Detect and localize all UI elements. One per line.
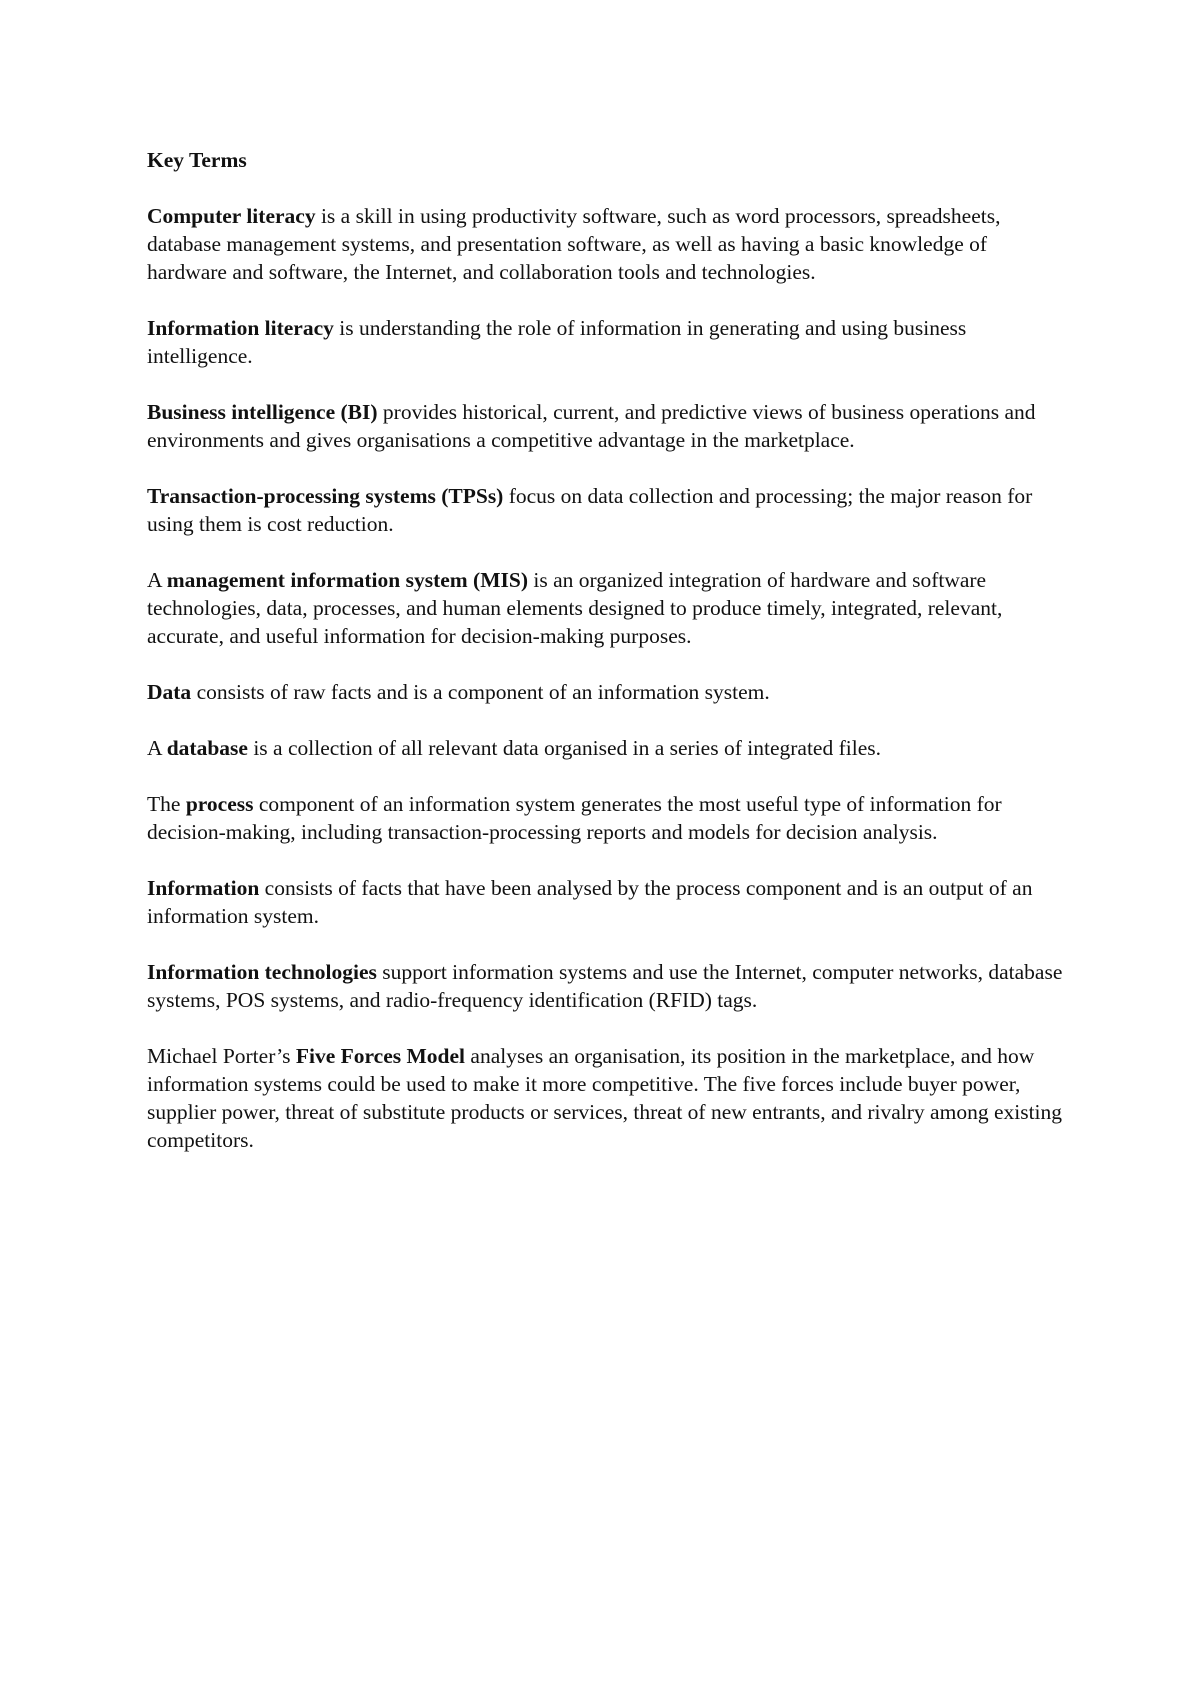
- term-computer-literacy: [147, 202, 1067, 286]
- term-definition: is an organized integration of hardware and software technologies, data, processes, and human elements designed to produce timely, integrated, relevant, accurate, and useful information for decision-making purposes.: [147, 568, 1003, 648]
- term-name: Information technologies: [147, 960, 377, 984]
- term-definition: analyses an organisation, its position in the marketplace, and how information systems could be used to make it more competitive. The five forces include buyer power, supplier power, threat of substitute products or services, threat of new entrants, and rivalry among existing competitors.: [147, 1044, 1063, 1152]
- term-definition: provides historical, current, and predictive views of business operations and environments and gives organisations a competitive advantage in the marketplace.: [147, 400, 1036, 452]
- document-body: [147, 146, 1067, 1182]
- term-definition: is a skill in using productivity software, such as word processors, spreadsheets, database management systems, and presentation software, as well as having a basic knowledge of hardware and software, the Internet, and collaboration tools and technologies.: [147, 204, 1001, 284]
- term-name: management information system (MIS): [166, 568, 528, 592]
- term-name: Five Forces Model: [295, 1044, 466, 1068]
- term-name: database: [166, 736, 248, 760]
- term-database: [147, 734, 1067, 762]
- term-name: Data: [147, 680, 192, 704]
- term-information-technologies: [147, 958, 1067, 1014]
- term-transaction-processing-systems: [147, 482, 1067, 538]
- term-management-information-system: [147, 566, 1067, 650]
- term-prefix: A: [147, 568, 167, 592]
- section-heading: Key Terms: [147, 148, 247, 172]
- term-prefix: The: [147, 792, 186, 816]
- term-prefix: A: [147, 736, 167, 760]
- term-definition: consists of raw facts and is a component of an information system.: [191, 680, 770, 704]
- term-name: Transaction-processing systems (TPSs): [147, 484, 504, 508]
- term-name: Business intelligence (BI): [147, 400, 378, 424]
- term-name: Information literacy: [147, 316, 334, 340]
- term-name: Information: [147, 876, 260, 900]
- term-definition: support information systems and use the Internet, computer networks, database systems, POS systems, and radio-frequency identification (RFID) tags.: [147, 960, 1063, 1012]
- term-prefix: Michael Porter’s: [147, 1044, 296, 1068]
- term-business-intelligence: [147, 398, 1067, 454]
- term-name: Computer literacy: [147, 204, 316, 228]
- term-name: process: [185, 792, 254, 816]
- term-information-literacy: [147, 314, 1067, 370]
- term-data: [147, 678, 1067, 706]
- term-definition: consists of facts that have been analysed by the process component and is an output of an information system.: [147, 876, 1033, 928]
- term-definition: is a collection of all relevant data organised in a series of integrated files.: [247, 736, 881, 760]
- term-definition: focus on data collection and processing; the major reason for using them is cost reduction.: [147, 484, 1033, 536]
- term-definition: component of an information system generates the most useful type of information for decision-making, including transaction-processing reports and models for decision analysis.: [147, 792, 1002, 844]
- term-definition: is understanding the role of information in generating and using business intelligence.: [147, 316, 967, 368]
- term-process: [147, 790, 1067, 846]
- term-information: [147, 874, 1067, 930]
- term-five-forces-model: [147, 1042, 1067, 1154]
